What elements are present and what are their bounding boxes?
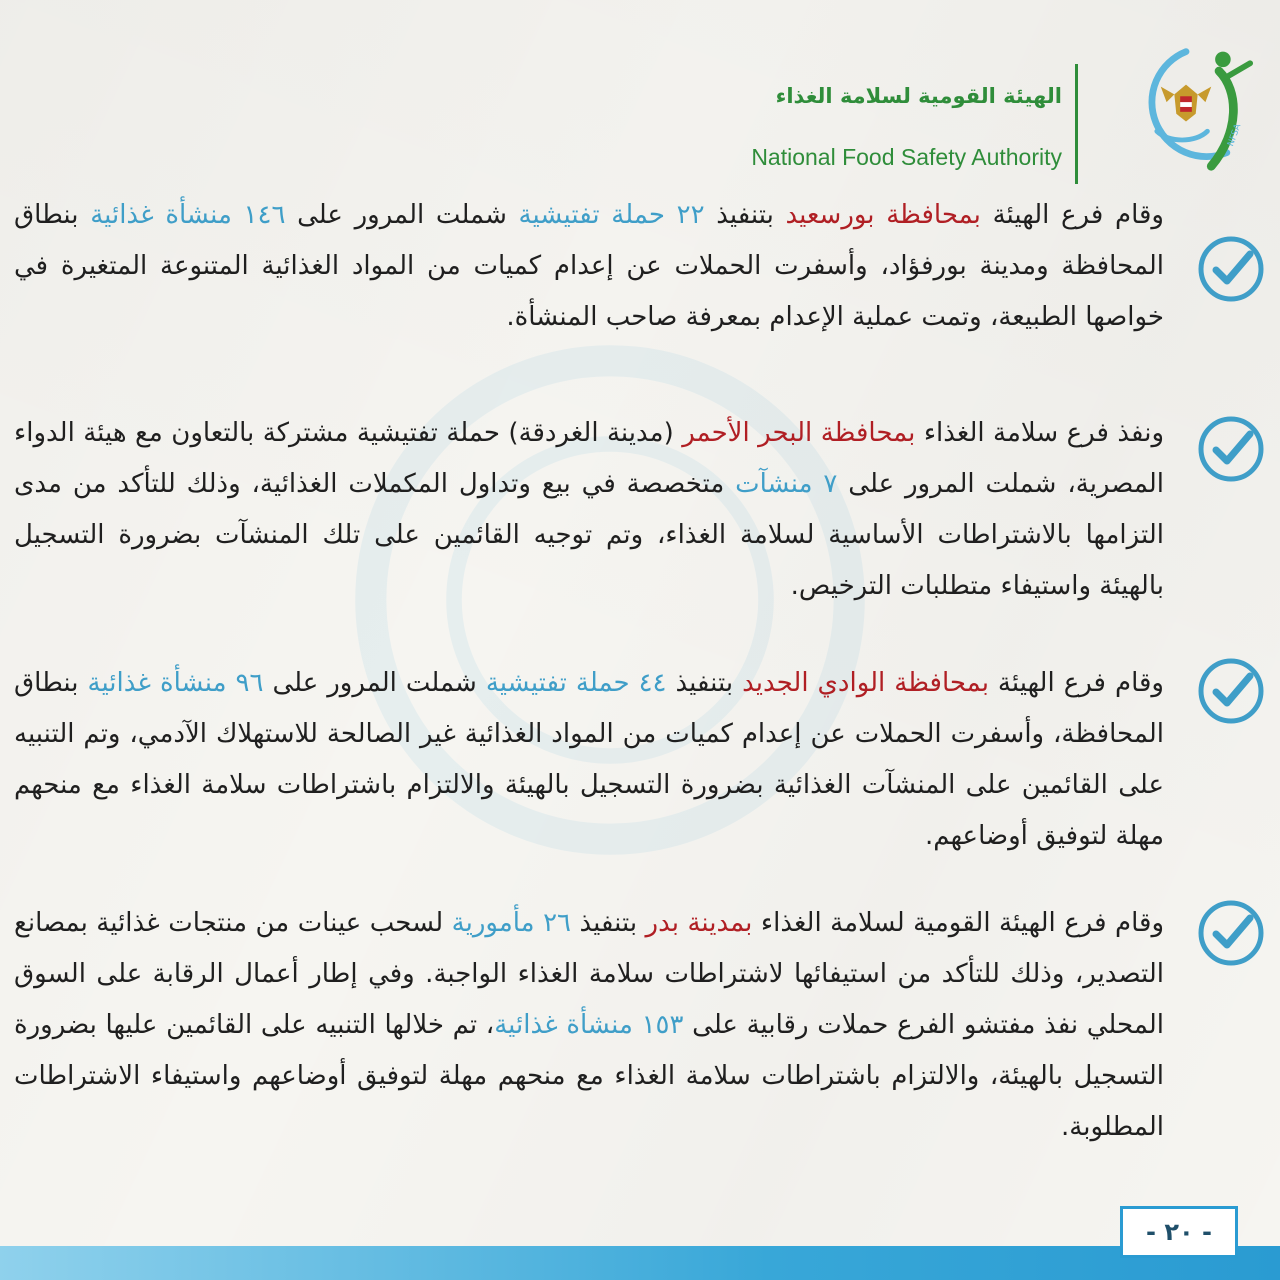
paragraph-segment: شملت المرور على: [285, 200, 519, 230]
org-name-arabic: الهيئة القومية لسلامة الغذاء: [775, 84, 1062, 108]
content-body: [14, 190, 1266, 1148]
highlight-red: بمحافظة البحر الأحمر: [682, 418, 916, 448]
paragraph-segment: بتنفيذ: [666, 668, 743, 698]
paragraph-item: [14, 408, 1266, 608]
paragraph-text: [14, 898, 1164, 1148]
footer-bar: [0, 1246, 1280, 1280]
check-circle-icon: [1196, 234, 1266, 304]
paragraph-segment: بتنفيذ: [571, 908, 646, 938]
header-divider: [1075, 64, 1078, 184]
highlight-blue: ١٥٣ منشأة غذائية: [494, 1010, 684, 1040]
paragraph-item: [14, 190, 1266, 340]
paragraph-segment: شملت المرور على: [263, 668, 486, 698]
check-circle-icon: [1196, 414, 1266, 484]
paragraph-segment: بنطاق المحافظة، وأسفرت الحملات عن إعدام كميات من المواد الغذائية غير الصالحة للاستهلاك الآدمي، وتم التنبيه على القائمين على المنشآت الغذائية بضرورة التسجيل بالهيئة والالتزام باشتراطات سلامة الغذاء مع منحهم مهلة لتوفيق أوضاعهم.: [14, 668, 1164, 851]
paragraph-segment: وقام فرع الهيئة القومية لسلامة الغذاء: [752, 908, 1164, 938]
page-number: - ٢٠ -: [1120, 1206, 1238, 1258]
check-circle-icon: [1196, 656, 1266, 726]
paragraph-text: [14, 190, 1164, 340]
paragraph-segment: وقام فرع الهيئة: [988, 668, 1164, 698]
highlight-red: بمحافظة بورسعيد: [785, 200, 981, 230]
check-circle-icon: [1196, 898, 1266, 968]
paragraph-segment: ، تم خلالها التنبيه على القائمين عليها بضرورة التسجيل بالهيئة، والالتزام باشتراطات سلامة الغذاء مع منحهم مهلة لتوفيق أوضاعهم واستيفاء الاشتراطات المطلوبة.: [14, 1010, 1164, 1142]
paragraph-text: [14, 408, 1164, 608]
paragraph-segment: وقام فرع الهيئة: [980, 200, 1164, 230]
paragraph-segment: متخصصة في بيع وتداول المكملات الغذائية، وذلك للتأكد من مدى التزامها بالاشتراطات الأساسية لسلامة الغذاء، وتم توجيه القائمين على تلك المنشآت بضرورة التسجيل بالهيئة واستيفاء متطلبات الترخيص.: [14, 469, 1164, 601]
paragraph-segment: بتنفيذ: [704, 200, 786, 230]
highlight-blue: ١٤٦ منشأة غذائية: [90, 200, 286, 230]
highlight-blue: ٢٦ مأمورية: [451, 908, 572, 938]
paragraph-text: [14, 658, 1164, 858]
page-header: [694, 38, 1254, 178]
paragraph-item: [14, 658, 1266, 858]
highlight-blue: ٢٢ حملة تفتيشية: [518, 200, 705, 230]
paragraph-segment: ونفذ فرع سلامة الغذاء: [915, 418, 1164, 448]
logo-text: NFSA: [1226, 122, 1244, 148]
highlight-blue: ٤٤ حملة تفتيشية: [485, 668, 667, 698]
highlight-red: بمدينة بدر: [645, 908, 753, 938]
paragraph-item: [14, 898, 1266, 1148]
paragraph-segment: لسحب عينات من منتجات غذائية بمصانع التصدير، وذلك للتأكد من استيفائها لاشتراطات سلامة الغذاء الواجبة. وفي إطار أعمال الرقابة على السوق المحلي نفذ مفتشو الفرع حملات رقابية على: [14, 908, 1164, 1040]
paragraph-segment: (مدينة الغردقة) حملة تفتيشية مشتركة بالتعاون مع هيئة الدواء المصرية، شملت المرور على: [14, 418, 1164, 499]
nfsa-logo-icon: [1118, 38, 1254, 174]
highlight-blue: ٧ منشآت: [735, 469, 838, 499]
org-name-english: National Food Safety Authority: [751, 144, 1062, 170]
highlight-blue: ٩٦ منشأة غذائية: [87, 668, 264, 698]
highlight-red: بمحافظة الوادي الجديد: [742, 668, 989, 698]
paragraph-segment: بنطاق المحافظة ومدينة بورفؤاد، وأسفرت الحملات عن إعدام كميات من المواد الغذائية المتنوعة المتغيرة في خواصها الطبيعة، وتمت عملية الإعدام بمعرفة صاحب المنشأة.: [14, 200, 1164, 332]
